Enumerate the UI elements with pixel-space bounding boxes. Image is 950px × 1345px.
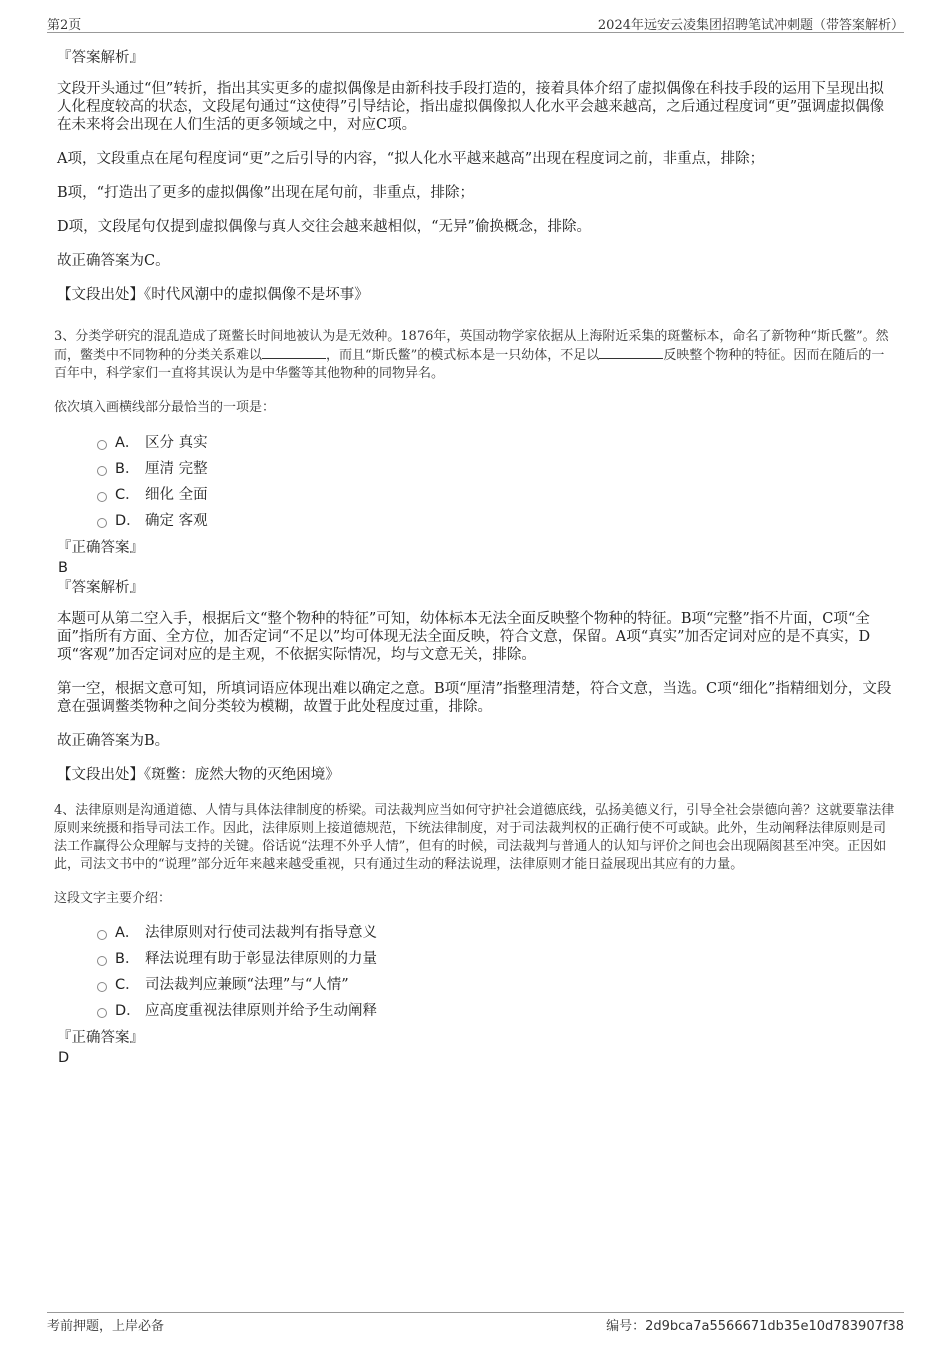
text-source: 【文段出处】《时代风潮中的虚拟偶像不是坏事》 xyxy=(57,287,369,303)
document-code: 编号：2d9bca7a5566671db35e10d783907f38 xyxy=(606,1319,904,1334)
radio-icon[interactable] xyxy=(97,492,107,502)
analysis-label: 『答案解析』 xyxy=(57,50,144,66)
analysis-paragraph: D项，文段尾句仅提到虚拟偶像与真人交往会越来越相似，“无异”偷换概念，排除。 xyxy=(57,219,591,235)
radio-icon[interactable] xyxy=(97,956,107,966)
footer-slogan: 考前押题，上岸必备 xyxy=(47,1319,165,1334)
analysis-paragraph: 本题可从第二空入手，根据后文“整个物种的特征”可知，幼体标本无法全面反映整个物种的特征。B项“完整”指不片面，C项“全面”指所有方面、全方位，加否定词“不足以”均可体现无法全面反映，符合文意，保留。A项“真实”加否定词对应的是不真实，D项“客观”加否定词对应的是主观，不依据实际情况，均与文意无关，排除。 xyxy=(57,611,871,663)
analysis-paragraph: 文段开头通过“但”转折，指出其实更多的虚拟偶像是由新科技手段打造的，接着具体介绍了虚拟偶像在科技手段的运用下呈现出拟人化程度较高的状态，文段尾句通过“这使得”引导结论，指出虚拟偶像拟人化水平会越来越高，之后通过程度词“更”强调虚拟偶像在未来将会出现在人们生活的更多领域之中，对应C项。 xyxy=(57,81,885,133)
radio-icon[interactable] xyxy=(97,1008,107,1018)
document-title: 2024年远安云凌集团招聘笔试冲刺题（带答案解析） xyxy=(597,18,904,33)
radio-icon[interactable] xyxy=(97,518,107,528)
analysis-paragraph: A项，文段重点在尾句程度词“更”之后引导的内容，“拟人化水平越来越高”出现在程度词之前，非重点，排除； xyxy=(57,151,765,167)
option-d[interactable]: D． 确定 客观 xyxy=(57,508,897,534)
correct-answer: B xyxy=(58,560,68,576)
option-c[interactable]: C． 细化 全面 xyxy=(57,482,897,508)
option-c[interactable]: C． 司法裁判应兼顾“法理”与“人情” xyxy=(57,972,897,998)
question-stem: 3、分类学研究的混乱造成了斑鳖长时间地被认为是无效种。1876年，英国动物学家依据从上海附近采集的斑鳖标本，命名了新物种“斯氏鳖”。然而，鳖类中不同物种的分类关系难以 ，而且“斯氏鳖”的模式标本是一只幼体，不足以 反映整个物种的特征。因而在随后的一百年中，科学家们一直将其误认为是中华鳖等其他物种的同物异名。 xyxy=(54,329,889,381)
question-stem: 4、法律原则是沟通道德、人情与具体法律制度的桥梁。司法裁判应当如何守护社会道德底线，弘扬美德义行，引导全社会崇德向善？这就要靠法律原则来统摄和指导司法工作。因此，法律原则上接道德规范，下统法律制度，对于司法裁判权的正确行使不可或缺。此外，生动阐释法律原则是司法工作赢得公众理解与支持的关键。俗话说“法理不外乎人情”，但有的时候，司法裁判与普通人的认知与评价之间也会出现隔阂甚至冲突。正因如此，司法文书中的“说理”部分近年来越来越受重视，只有通过生动的释法说理，法律原则才能日益展现出其应有的力量。 xyxy=(54,803,895,872)
option-b[interactable]: B． 厘清 完整 xyxy=(57,456,897,482)
question-prompt: 依次填入画横线部分最恰当的一项是： xyxy=(54,400,276,415)
answer-statement: 故正确答案为B。 xyxy=(57,733,170,749)
option-b[interactable]: B． 释法说理有助于彰显法律原则的力量 xyxy=(57,946,897,972)
fill-blank xyxy=(262,346,326,359)
fill-blank xyxy=(599,346,663,359)
options-list xyxy=(57,920,897,1024)
option-d[interactable]: D． 应高度重视法律原则并给予生动阐释 xyxy=(57,998,897,1024)
question-prompt: 这段文字主要介绍： xyxy=(54,891,172,906)
options-list xyxy=(57,430,897,534)
page-number: 第2页 xyxy=(47,18,82,33)
answer-statement: 故正确答案为C。 xyxy=(57,253,170,269)
correct-answer-label: 『正确答案』 xyxy=(57,540,144,556)
text-source: 【文段出处】《斑鳖：庞然大物的灭绝困境》 xyxy=(57,767,340,783)
analysis-label: 『答案解析』 xyxy=(57,580,144,596)
radio-icon[interactable] xyxy=(97,466,107,476)
page-header xyxy=(47,12,904,33)
analysis-paragraph: 第一空，根据文意可知，所填词语应体现出难以确定之意。B项“厘清”指整理清楚，符合文意，当选。C项“细化”指精细划分，文段意在强调鳖类物种之间分类较为模糊，故置于此处程度过重，排除。 xyxy=(57,681,892,715)
radio-icon[interactable] xyxy=(97,440,107,450)
radio-icon[interactable] xyxy=(97,982,107,992)
page-footer xyxy=(47,1312,904,1333)
correct-answer: D xyxy=(58,1050,70,1066)
correct-answer-label: 『正确答案』 xyxy=(57,1030,144,1046)
document-body xyxy=(54,45,897,1068)
radio-icon[interactable] xyxy=(97,930,107,940)
option-a[interactable]: A． 区分 真实 xyxy=(57,430,897,456)
option-a[interactable]: A． 法律原则对行使司法裁判有指导意义 xyxy=(57,920,897,946)
analysis-paragraph: B项，“打造出了更多的虚拟偶像”出现在尾句前，非重点，排除； xyxy=(57,185,474,201)
